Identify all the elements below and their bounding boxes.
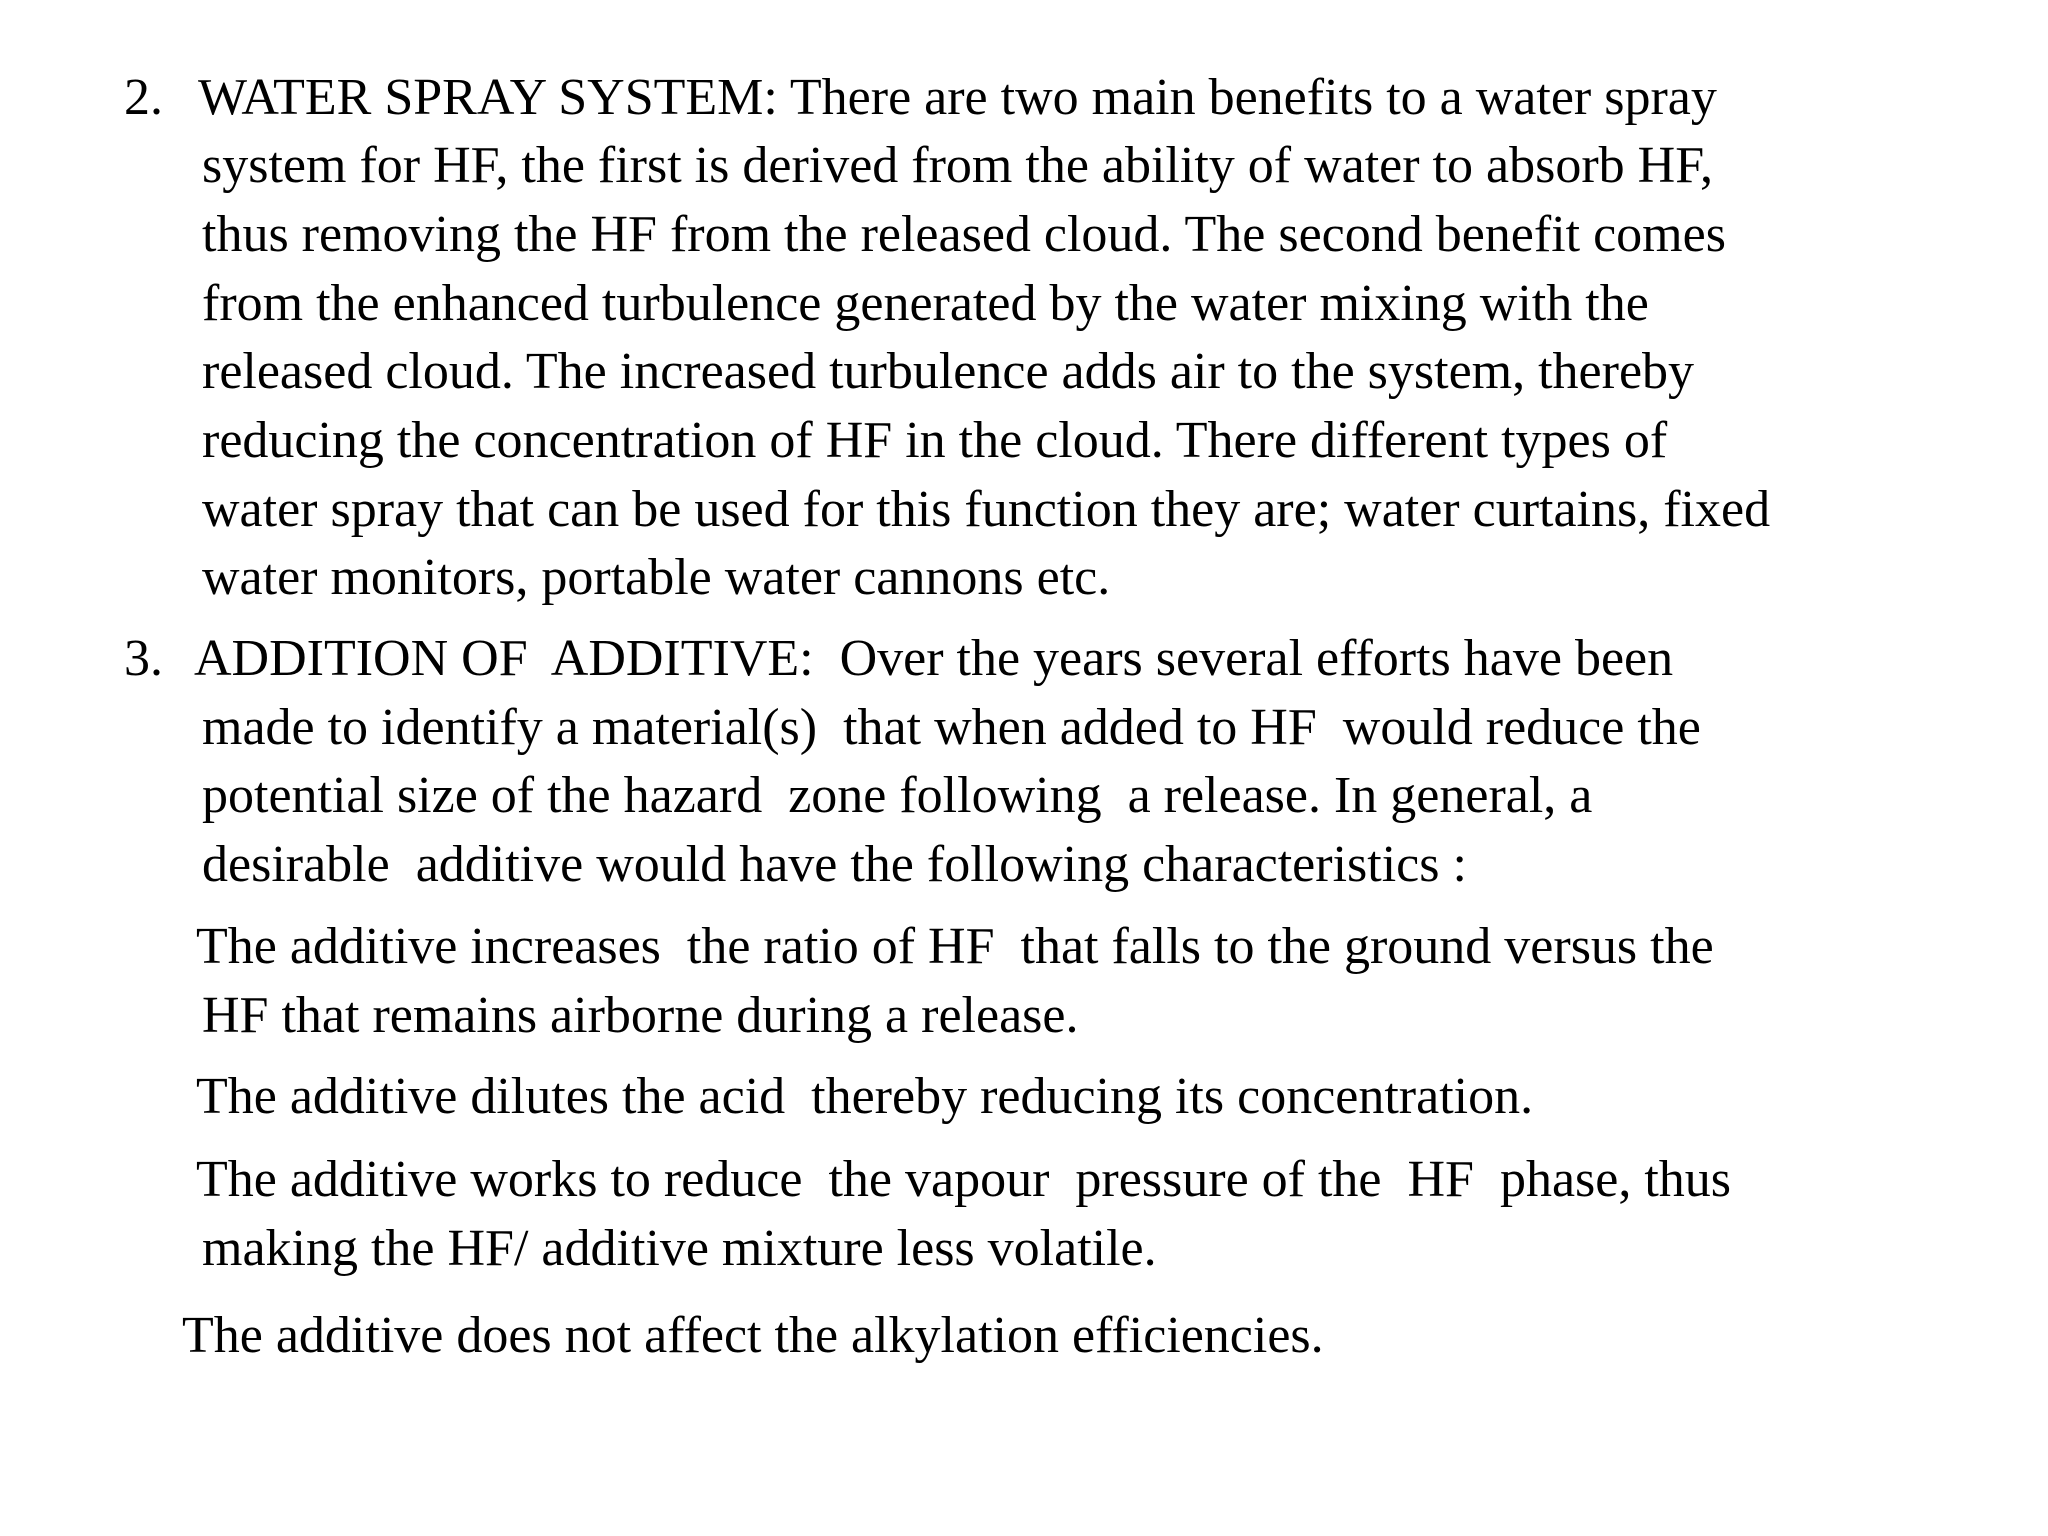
item-2-line: from the enhanced turbulence generated by the water mixing with the	[202, 275, 1649, 332]
item-3-line: desirable additive would have the following characteristics :	[202, 836, 1467, 893]
item-3-line: potential size of the hazard zone following a release. In general, a	[202, 767, 1593, 824]
characteristic-line: The additive increases the ratio of HF that falls to the ground versus the	[196, 918, 1714, 975]
item-2-line: thus removing the HF from the released cloud. The second benefit comes	[202, 206, 1726, 263]
item-2-line: system for HF, the first is derived from the ability of water to absorb HF,	[202, 137, 1713, 194]
item-3-line: made to identify a material(s) that when added to HF would reduce the	[202, 699, 1701, 756]
item-2-line: released cloud. The increased turbulence adds air to the system, thereby	[202, 343, 1695, 400]
characteristic-line: making the HF/ additive mixture less volatile.	[202, 1220, 1157, 1277]
item-2-line: reducing the concentration of HF in the cloud. There different types of	[202, 412, 1668, 469]
item-3-number: 3.	[124, 630, 163, 687]
item-2-line: water monitors, portable water cannons etc.	[202, 549, 1111, 606]
item-3-line: ADDITION OF ADDITIVE: Over the years several efforts have been	[194, 630, 1674, 687]
item-2-line: WATER SPRAY SYSTEM: There are two main benefits to a water spray	[198, 69, 1717, 126]
item-2-number: 2.	[124, 69, 163, 126]
characteristic-line: HF that remains airborne during a release.	[202, 987, 1079, 1044]
characteristic-line: The additive does not affect the alkylation efficiencies.	[182, 1307, 1324, 1364]
characteristic-line: The additive works to reduce the vapour pressure of the HF phase, thus	[196, 1151, 1732, 1208]
item-2-line: water spray that can be used for this function they are; water curtains, fixed	[202, 481, 1771, 538]
characteristic-line: The additive dilutes the acid thereby reducing its concentration.	[196, 1068, 1534, 1125]
